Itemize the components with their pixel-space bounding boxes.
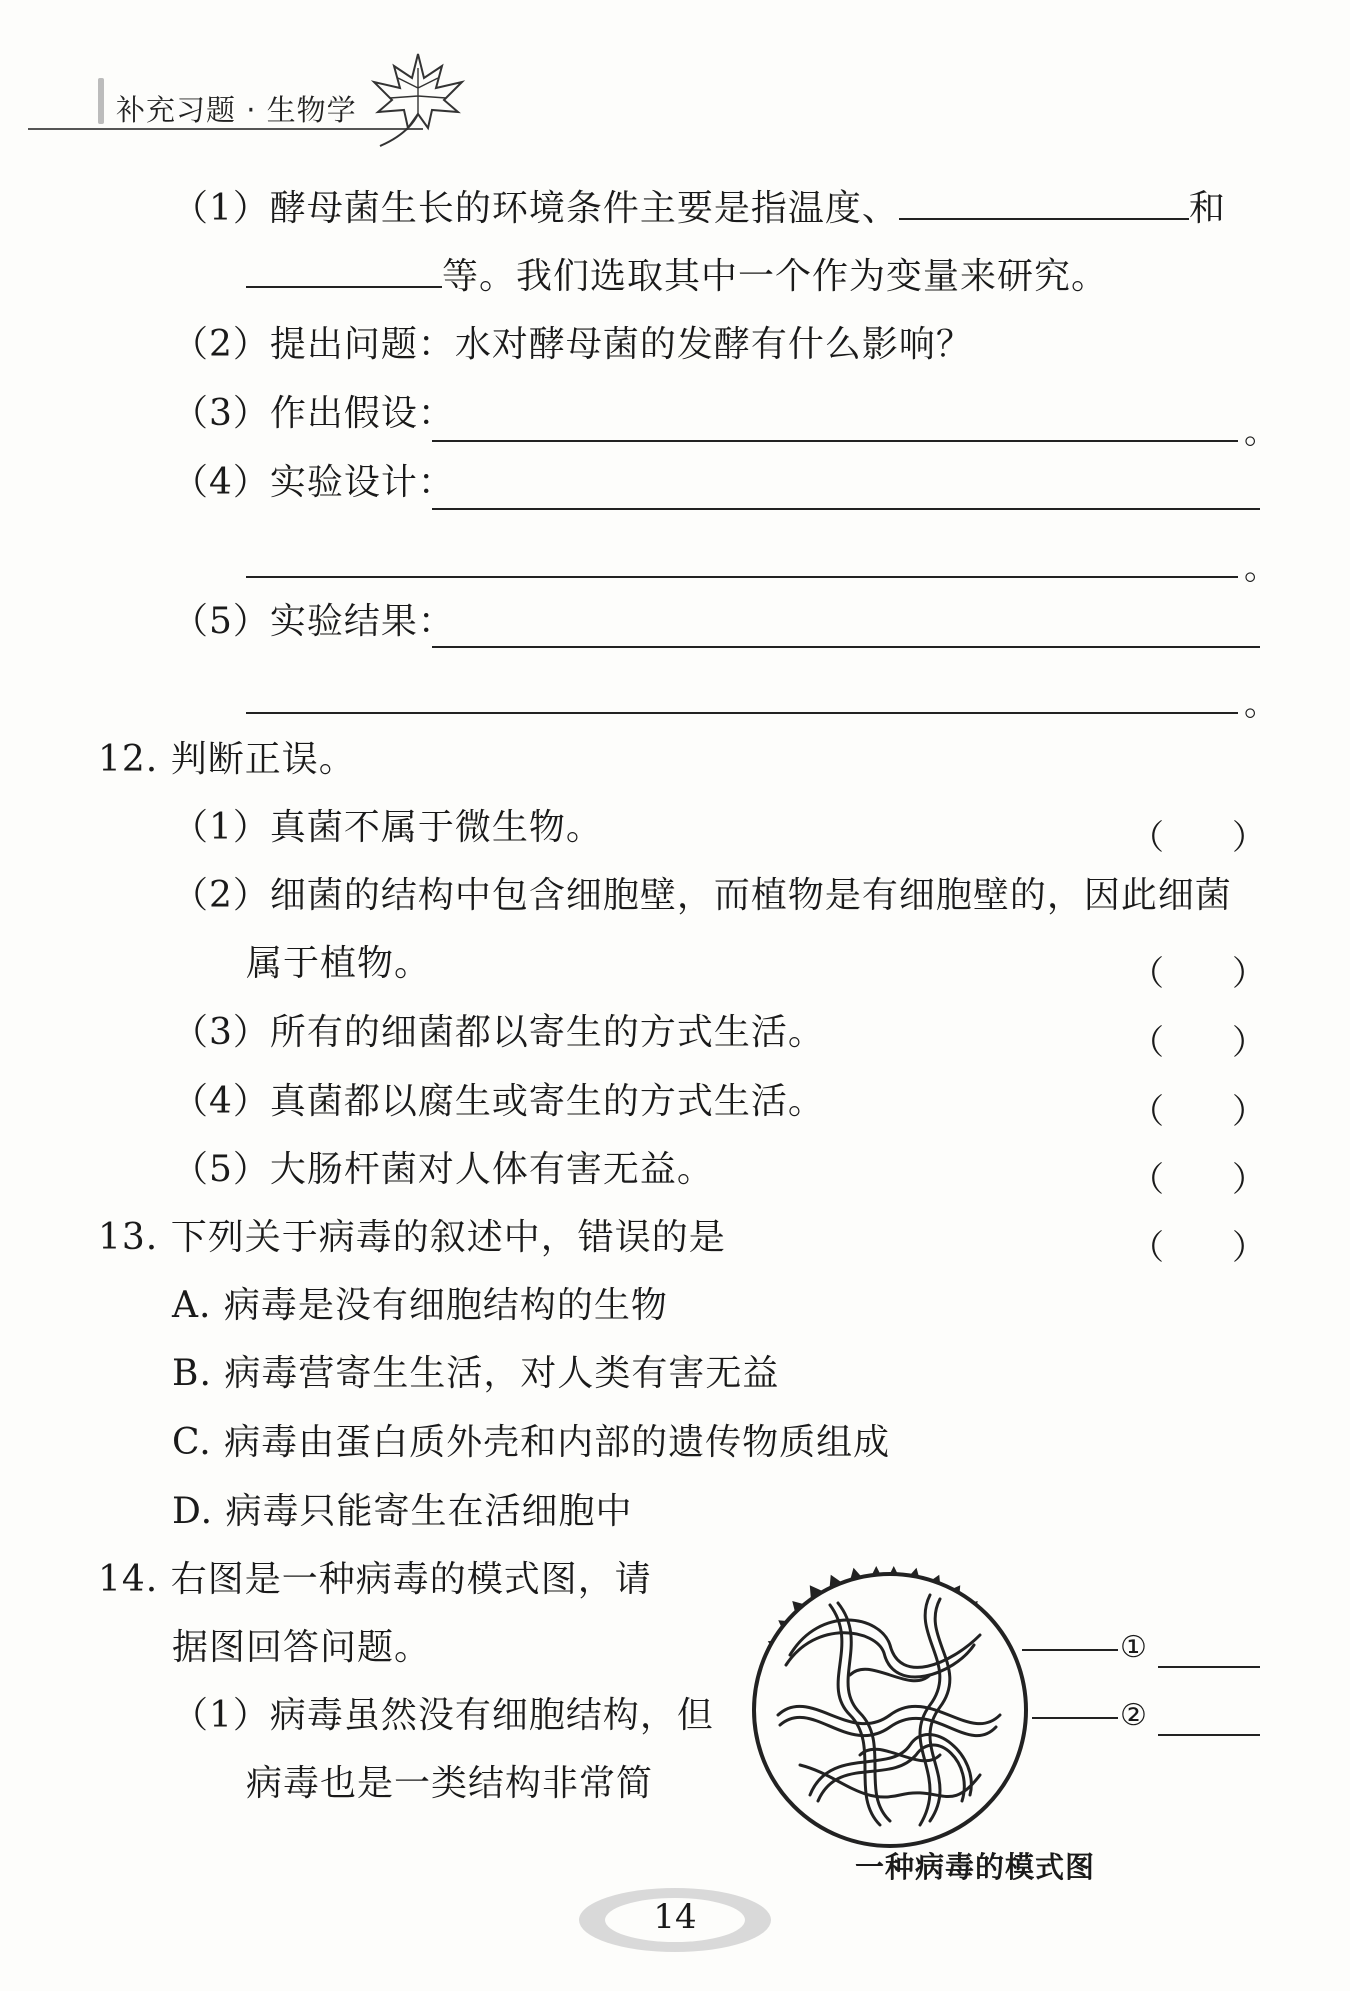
- q14-s1-line2: 病毒也是一类结构非常简: [246, 1763, 654, 1804]
- q11-s4: [172, 461, 455, 504]
- q12-item-3-num: （3）: [172, 1012, 270, 1053]
- q12-item-4-answer[interactable]: （ ）: [1130, 1092, 1266, 1132]
- q12-item-4: [172, 1080, 825, 1123]
- q12-item-5-num: （5）: [172, 1149, 270, 1190]
- q11-s1-blank-2[interactable]: [246, 254, 442, 288]
- virus-diagram: [730, 1545, 1270, 1875]
- q12-item-5-text: 大肠杆菌对人体有害无益。: [269, 1149, 714, 1190]
- figure-label-1: ①: [1120, 1630, 1147, 1665]
- q11-s5-answer-line-1[interactable]: [432, 646, 1260, 648]
- q12-item-2-cont: 属于植物。: [246, 943, 432, 984]
- header-bar: [98, 78, 104, 124]
- q11-s4-num: （4）: [172, 462, 270, 503]
- q11-s4-answer-line-2[interactable]: [246, 576, 1238, 578]
- q11-s1-line1: [172, 186, 1226, 230]
- q14-line2: 据图回答问题。: [172, 1627, 432, 1668]
- q11-s3: [172, 392, 455, 435]
- q12-item-4-text: 真菌都以腐生或寄生的方式生活。: [269, 1081, 825, 1122]
- q12-item-2-text: 细菌的结构中包含细胞壁，而植物是有细胞壁的，因此细菌: [269, 875, 1232, 916]
- q11-s3-answer-line[interactable]: [432, 440, 1238, 442]
- q11-s1-text-b: 和: [1188, 188, 1226, 229]
- q12-item-3-answer[interactable]: （ ）: [1130, 1023, 1266, 1063]
- q13-option-d[interactable]: D. 病毒只能寄生在活细胞中: [172, 1491, 633, 1532]
- q11-s3-num: （3）: [172, 393, 270, 434]
- q11-s5-end: 。: [1244, 684, 1278, 724]
- q11-s1-line2: [246, 254, 1108, 298]
- q11-s1-text-a: 酵母菌生长的环境条件主要是指温度、: [269, 188, 899, 229]
- figure-label-2: ②: [1120, 1698, 1147, 1733]
- q12-item-4-num: （4）: [172, 1081, 270, 1122]
- q11-s4-answer-line-1[interactable]: [432, 508, 1260, 510]
- q13-answer[interactable]: （ ）: [1130, 1228, 1266, 1268]
- page-header: [28, 50, 448, 130]
- q13-option-a[interactable]: A. 病毒是没有细胞结构的生物: [172, 1285, 668, 1326]
- q11-s3-text: 作出假设：: [269, 393, 455, 434]
- q12-item-5-answer[interactable]: （ ）: [1130, 1160, 1266, 1200]
- q14-s1-text-1: 病毒虽然没有细胞结构，但: [269, 1695, 714, 1736]
- q12-item-2-answer[interactable]: （ ）: [1130, 954, 1266, 994]
- q11-s4-text: 实验设计：: [269, 462, 455, 503]
- q12-item-1-text: 真菌不属于微生物。: [269, 807, 603, 848]
- q11-s1-num: （1）: [172, 188, 270, 229]
- q12-title: 12. 判断正误。: [98, 739, 356, 780]
- q11-s1-blank-1[interactable]: [899, 186, 1189, 220]
- q12-item-1-num: （1）: [172, 807, 270, 848]
- q12-item-1-answer[interactable]: （ ）: [1130, 818, 1266, 858]
- q14-s1-num: （1）: [172, 1695, 270, 1736]
- q11-s3-end: 。: [1244, 412, 1278, 452]
- q13-option-b[interactable]: B. 病毒营寄生生活，对人类有害无益: [172, 1353, 780, 1394]
- q11-s1-text-c: 等。我们选取其中一个作为变量来研究。: [442, 256, 1109, 297]
- q14-s1-line1: [172, 1694, 714, 1737]
- q11-s2-text: 提出问题：水对酵母菌的发酵有什么影响？: [269, 324, 973, 365]
- page-number: 14: [653, 1897, 697, 1937]
- q12-item-1: [172, 806, 603, 849]
- q13-option-c[interactable]: C. 病毒由蛋白质外壳和内部的遗传物质组成: [172, 1422, 891, 1463]
- maple-leaf-icon: [358, 48, 478, 148]
- q11-s5-num: （5）: [172, 601, 270, 642]
- q11-s5-text: 实验结果：: [269, 601, 455, 642]
- q11-s5: [172, 600, 455, 643]
- q12-item-3-text: 所有的细菌都以寄生的方式生活。: [269, 1012, 825, 1053]
- q12-item-2-num: （2）: [172, 875, 270, 916]
- q12-item-2: [172, 874, 1232, 917]
- q12-item-3: [172, 1011, 825, 1054]
- header-title: 补充习题 · 生物学: [116, 93, 357, 127]
- q11-s2: [172, 323, 973, 366]
- virus-protein-shell: [754, 1574, 1026, 1846]
- q13-title: 13. 下列关于病毒的叙述中，错误的是: [98, 1217, 726, 1258]
- q11-s5-answer-line-2[interactable]: [246, 712, 1238, 714]
- q14-line1: 14. 右图是一种病毒的模式图，请: [98, 1559, 652, 1600]
- figure-caption: 一种病毒的模式图: [855, 1850, 1096, 1884]
- q12-item-5: [172, 1148, 714, 1191]
- q11-s4-end: 。: [1244, 548, 1278, 588]
- q11-s2-num: （2）: [172, 324, 270, 365]
